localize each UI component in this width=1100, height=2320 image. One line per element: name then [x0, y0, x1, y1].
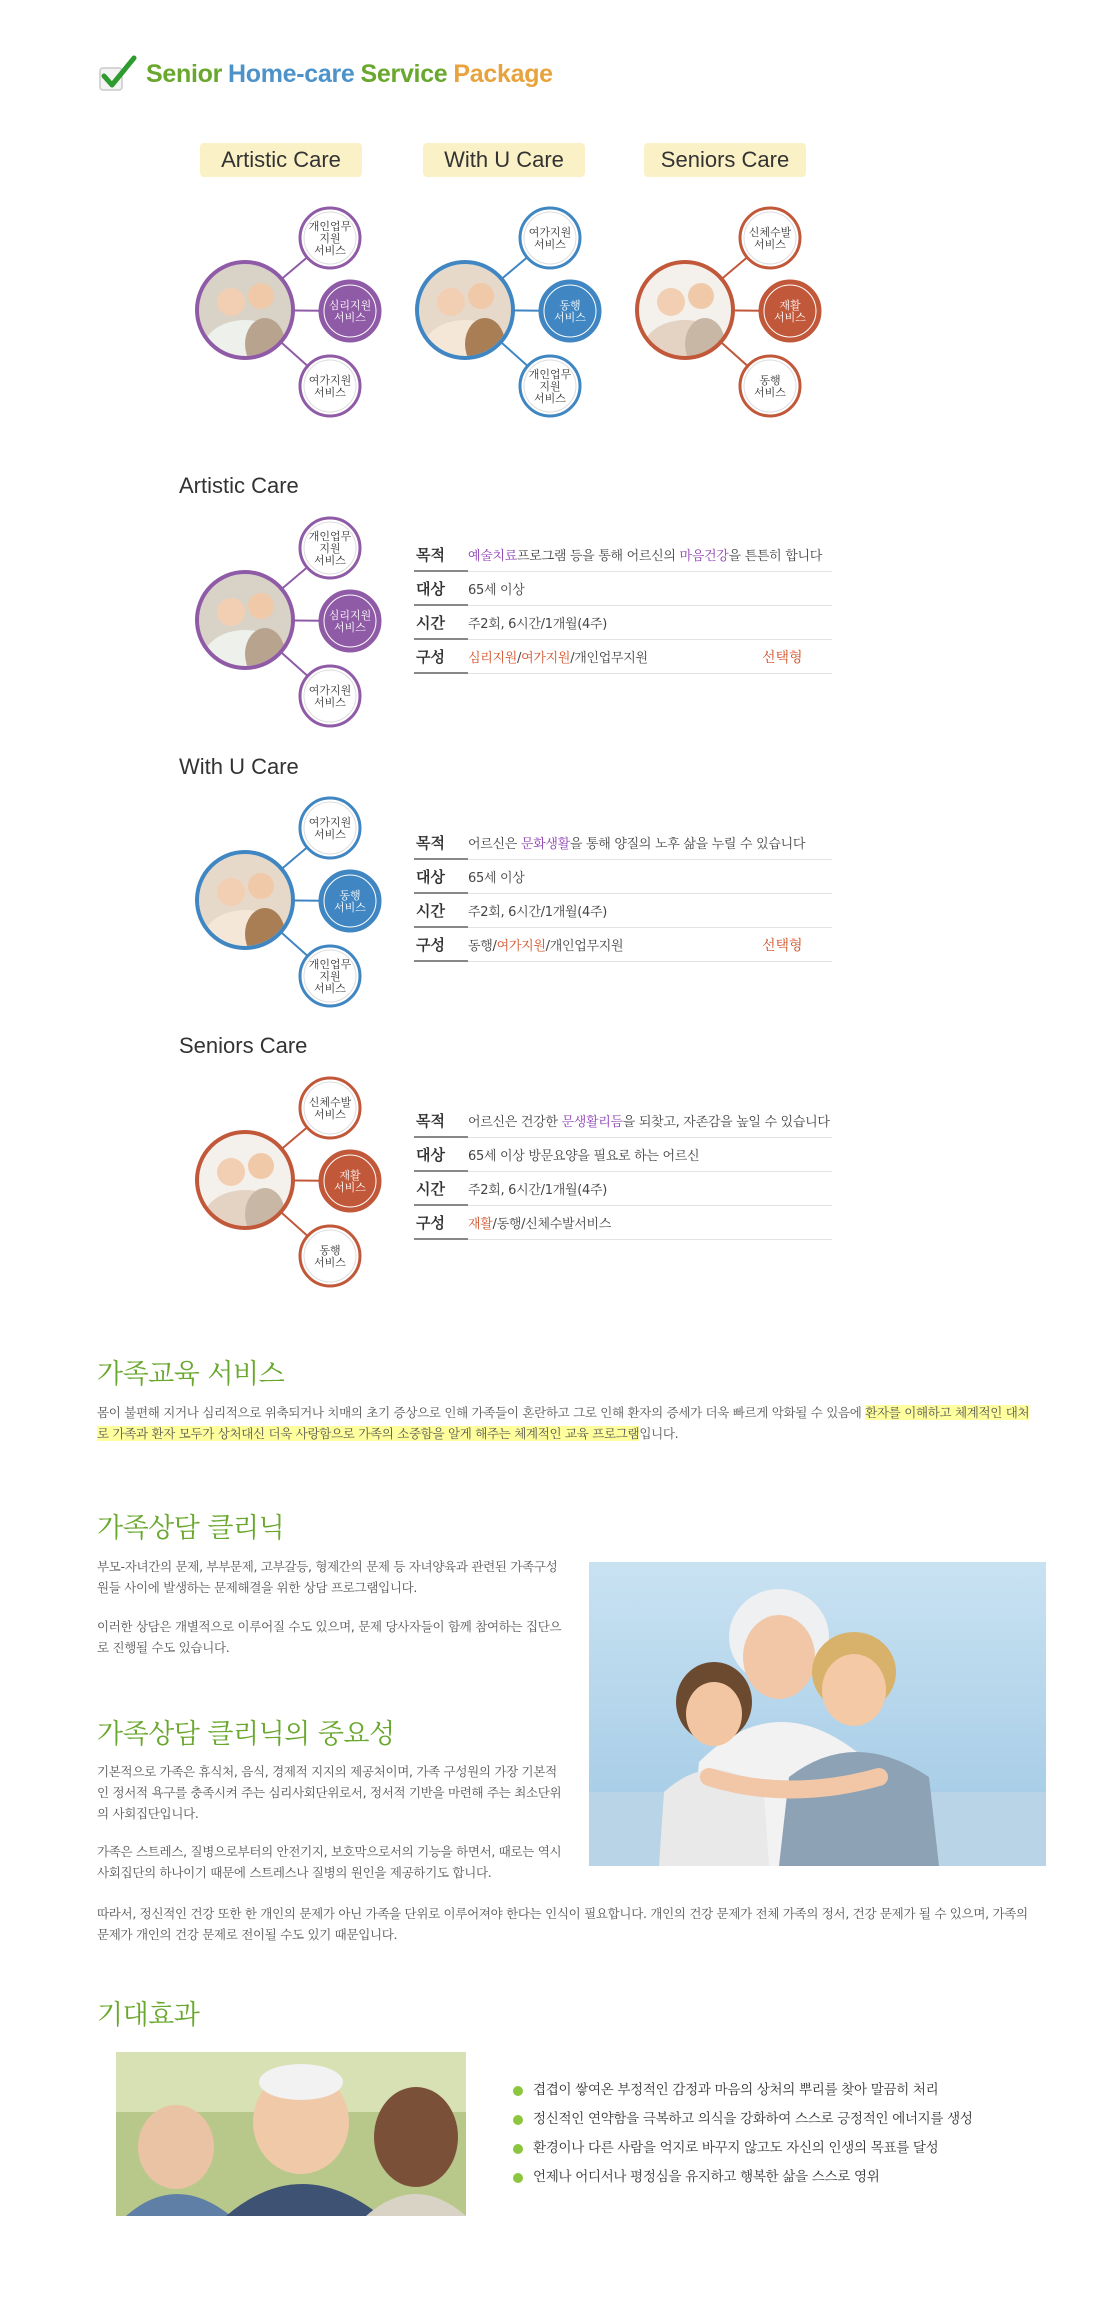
- checkmark-logo-icon: [98, 54, 138, 94]
- heading-expected-effects: 기대효과: [97, 2000, 200, 2031]
- service-node-label: 동행: [759, 374, 781, 387]
- family-clinic-p2: 이러한 상담은 개별적으로 이루어질 수도 있으며, 문제 당사자들이 함께 참여하는 집단으로 진행될 수도 있습니다.: [97, 1619, 562, 1655]
- service-node-label: 신체수발: [748, 226, 792, 239]
- cluster-diagram: [410, 200, 590, 420]
- info-label: 대상: [414, 860, 468, 894]
- info-label: 구성: [414, 1206, 468, 1240]
- title-word-senior: Senior: [146, 59, 222, 88]
- service-node-label: 서비스: [314, 1108, 346, 1121]
- service-node-label: 심리지원: [328, 609, 372, 622]
- service-node-label: 서비스: [754, 238, 786, 251]
- info-label: 구성: [414, 640, 468, 674]
- section-title-seniors: Seniors Care: [179, 1033, 308, 1058]
- info-row-target: [414, 1138, 832, 1172]
- service-node-label: 여가지원: [308, 816, 352, 829]
- info-row-composition: [414, 1206, 832, 1240]
- info-value: 65세 이상 방문요양을 필요로 하는 어르신: [468, 1149, 700, 1164]
- family-photo: [589, 1562, 1046, 1866]
- info-label: 구성: [414, 928, 468, 962]
- info-value: 재활/동행/신체수발서비스: [468, 1217, 612, 1232]
- service-node-label: 서비스: [554, 311, 586, 324]
- section-title-withu: With U Care: [179, 754, 299, 779]
- info-label: 대상: [414, 572, 468, 606]
- tab-with-u-care[interactable]: With U Care: [423, 143, 585, 177]
- service-node-label: 서비스: [314, 554, 346, 567]
- title-word-service: Service: [360, 59, 448, 88]
- effects-list: [511, 2076, 973, 2192]
- tab-seniors-care[interactable]: Seniors Care: [644, 143, 806, 177]
- cluster-diagram: [190, 510, 370, 730]
- service-node-label: 개인업무: [308, 530, 352, 543]
- info-label: 목적: [414, 538, 468, 572]
- service-node-label: 개인업무: [308, 220, 352, 233]
- overview-cluster-withu: [410, 200, 590, 424]
- section-title-artistic: Artistic Care: [179, 473, 299, 498]
- seniors-laughing-photo: [116, 2052, 466, 2216]
- service-node-label: 서비스: [334, 901, 366, 914]
- service-node-label: 개인업무: [308, 958, 352, 971]
- info-value: 어르신은 건강한 문생활리듬을 되찾고, 자존감을 높일 수 있습니다: [468, 1115, 830, 1130]
- service-node-label: 서비스: [754, 386, 786, 399]
- service-node-label: 서비스: [334, 311, 366, 324]
- service-node-label: 서비스: [314, 386, 346, 399]
- info-row-time: [414, 1172, 832, 1206]
- cluster-diagram: [190, 200, 370, 420]
- info-value: 동행/여가지원/개인업무지원: [468, 939, 624, 954]
- effect-item: 정신적인 연약함을 극복하고 의식을 강화하여 스스로 긍정적인 에너지를 생성: [511, 2105, 973, 2134]
- info-row-time: [414, 894, 832, 928]
- service-node-label: 동행: [559, 299, 581, 312]
- section-cluster-withu: [190, 790, 370, 1014]
- family-clinic-p1: 부모-자녀간의 문제, 부부문제, 고부갈등, 형제간의 문제 등 자녀양육과 관련된 가족구성원들 사이에 발생하는 문제해결을 위한 상담 프로그램입니다.: [97, 1559, 558, 1595]
- service-node-label: 여가지원: [528, 226, 572, 239]
- service-node-label: 지원: [319, 232, 341, 245]
- service-node-label: 여가지원: [308, 374, 352, 387]
- info-table-withu: [414, 826, 832, 962]
- service-node-label: 서비스: [534, 392, 566, 405]
- info-row-target: [414, 860, 832, 894]
- service-node-label: 재활: [779, 299, 801, 312]
- service-node-label: 서비스: [314, 828, 346, 841]
- importance-p2: 가족은 스트레스, 질병으로부터의 안전기지, 보호막으로서의 기능을 하면서, 때로는 역시 사회집단의 하나이기 때문에 스트레스나 질병의 원인을 제공하기도 합니다.: [97, 1844, 562, 1880]
- info-value: 심리지원/여가지원/개인업무지원: [468, 651, 648, 666]
- page-title: [146, 60, 559, 89]
- info-row-purpose: [414, 538, 832, 572]
- option-badge: 선택형: [762, 649, 803, 666]
- service-node-label: 서비스: [314, 1256, 346, 1269]
- info-value: 65세 이상: [468, 583, 525, 598]
- cluster-diagram: [630, 200, 810, 420]
- overview-cluster-seniors: [630, 200, 810, 424]
- cluster-diagram: [190, 1070, 370, 1290]
- service-node-label: 지원: [319, 970, 341, 983]
- info-value: 주2회, 6시간/1개월(4주): [468, 617, 607, 632]
- seniors-laughing-image: [116, 2052, 466, 2216]
- service-node-label: 서비스: [314, 696, 346, 709]
- info-table-seniors: [414, 1104, 832, 1240]
- info-row-purpose: [414, 1104, 832, 1138]
- info-row-time: [414, 606, 832, 640]
- heading-family-clinic: 가족상담 클리닉: [97, 1513, 285, 1544]
- info-table-artistic: [414, 538, 832, 674]
- info-label: 대상: [414, 1138, 468, 1172]
- service-node-label: 개인업무: [528, 368, 572, 381]
- info-value: 어르신은 문화생활을 통해 양질의 노후 삶을 누릴 수 있습니다: [468, 837, 806, 852]
- family-photo-image: [589, 1562, 1046, 1866]
- option-badge: 선택형: [762, 937, 803, 954]
- section-cluster-artistic: [190, 510, 370, 734]
- family-education-text: 몸이 불편해 지거나 심리적으로 위축되거나 치매의 초기 증상으로 인해 가족들이 혼란하고 그로 인해 환자의 증세가 더욱 빠르게 악화될 수 있음에 환자를 이해하고 체계적인 대처로 가족과 환자 모두가 상처대신 더욱 사랑함으로 가족의 소중함을 알게 해주는 체계적인 교육 프로그램입니다.: [97, 1405, 1030, 1441]
- cluster-diagram: [190, 790, 370, 1010]
- service-node-label: 심리지원: [328, 299, 372, 312]
- service-node-label: 지원: [539, 380, 561, 393]
- effect-item: 겹겹이 쌓여온 부정적인 감정과 마음의 상처의 뿌리를 찾아 말끔히 처리: [511, 2076, 973, 2105]
- info-value: 65세 이상: [468, 871, 525, 886]
- info-value: 주2회, 6시간/1개월(4주): [468, 905, 607, 920]
- section-cluster-seniors: [190, 1070, 370, 1294]
- page-header: [98, 54, 559, 94]
- service-node-label: 서비스: [314, 244, 346, 257]
- service-node-label: 서비스: [774, 311, 806, 324]
- heading-clinic-importance: 가족상담 클리닉의 중요성: [97, 1719, 395, 1750]
- service-node-label: 동행: [319, 1244, 341, 1257]
- info-row-purpose: [414, 826, 832, 860]
- service-node-label: 여가지원: [308, 684, 352, 697]
- service-node-label: 서비스: [314, 982, 346, 995]
- info-row-target: [414, 572, 832, 606]
- service-node-label: 동행: [339, 889, 361, 902]
- importance-p3: 따라서, 정신적인 건강 또한 한 개인의 문제가 아닌 가족을 단위로 이루어져야 한다는 인식이 필요합니다. 개인의 건강 문제가 전체 가족의 정서, 건강 문제가 될 수 있으며, 가족의 문제가 개인의 건강 문제로 전이될 수도 있기 때문입니다.: [97, 1906, 1028, 1942]
- info-row-composition: [414, 928, 832, 962]
- info-label: 시간: [414, 894, 468, 928]
- service-node-label: 서비스: [534, 238, 566, 251]
- title-word-package: Package: [453, 59, 553, 88]
- info-value: 예술치료프로그램 등을 통해 어르신의 마음건강을 튼튼히 합니다: [468, 549, 823, 564]
- effect-item: 환경이나 다른 사람을 억지로 바꾸지 않고도 자신의 인생의 목표를 달성: [511, 2134, 973, 2163]
- title-word-homecare: Home-care: [228, 59, 355, 88]
- effect-item: 언제나 어디서나 평정심을 유지하고 행복한 삶을 스스로 영위: [511, 2163, 973, 2192]
- importance-p1: 기본적으로 가족은 휴식처, 음식, 경제적 지지의 제공처이며, 가족 구성원의 가장 기본적인 정서적 욕구를 충족시켜 주는 심리사회단위로서, 정서적 기반을 마련해 주는 최소단위의 사회집단입니다.: [97, 1764, 562, 1821]
- info-label: 목적: [414, 1104, 468, 1138]
- info-label: 시간: [414, 606, 468, 640]
- info-label: 시간: [414, 1172, 468, 1206]
- info-row-composition: [414, 640, 832, 674]
- service-node-label: 서비스: [334, 1181, 366, 1194]
- overview-cluster-artistic: [190, 200, 370, 424]
- service-node-label: 재활: [339, 1169, 361, 1182]
- heading-family-education: 가족교육 서비스: [97, 1359, 285, 1390]
- info-label: 목적: [414, 826, 468, 860]
- service-node-label: 서비스: [334, 621, 366, 634]
- info-value: 주2회, 6시간/1개월(4주): [468, 1183, 607, 1198]
- tab-artistic-care[interactable]: Artistic Care: [200, 143, 362, 177]
- service-node-label: 지원: [319, 542, 341, 555]
- service-node-label: 신체수발: [308, 1096, 352, 1109]
